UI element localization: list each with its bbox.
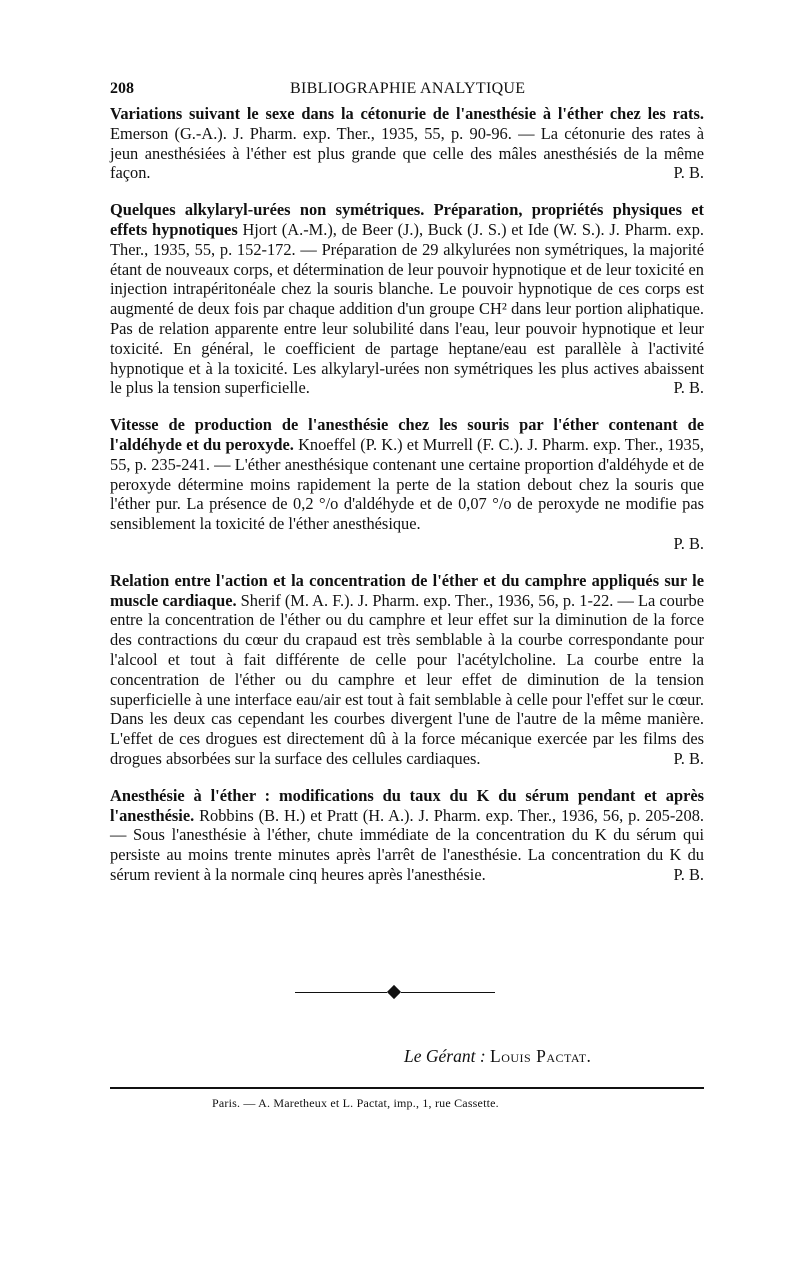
entry-body: Sherif (M. A. F.). J. Pharm. exp. Ther., 1936, 56, p. 1-22. — La courbe entre la concentration de l'éther ou du camphre et leur effet sur la diminution de la force des contractions du cœur du crapaud est très semblable à la courbe correspondante pour l'alcool et tout à fait différente de celle pour l'acétylcholine. La courbe entre la concentration de l'éther ou du camphre et leur effet de diminution de la tension superficielle à une interface eau/air est tout à fait semblable à celle pour l'effet sur le cœur. Dans les deux cas cependant les courbes divergent l'une de l'autre de la même manière. L'effet de ces drogues est directement dû à la force mécanique exercée par les films des drogues absorbées sur la surface des cellules cardiaques. bbox=[110, 590, 704, 768]
entry-signature: P. B. bbox=[673, 163, 704, 183]
bibliography-entry bbox=[110, 786, 704, 885]
ornament-line-left bbox=[295, 992, 387, 993]
running-header bbox=[110, 80, 704, 104]
entry-signature: P. B. bbox=[673, 378, 704, 398]
entry-title: Vitesse de production de l'anesthésie chez les souris par l'éther contenant de l'aldéhyde et du peroxyde. bbox=[110, 415, 704, 454]
footer-rule bbox=[110, 1087, 704, 1089]
running-title: BIBLIOGRAPHIE ANALYTIQUE bbox=[290, 80, 526, 97]
entry-signature: P. B. bbox=[673, 748, 704, 768]
entry-signature: P. B. bbox=[673, 864, 704, 884]
entry-body: Robbins (B. H.) et Pratt (H. A.). J. Pharm. exp. Ther., 1936, 56, p. 205-208. — Sous l'anesthésie à l'éther, chute immédiate de la concentration du K du sérum qui persiste au moins trente minutes après l'arrêt de l'anesthésie. La concentration du K du sérum revient à la normale cinq heures après l'anesthésie. bbox=[110, 805, 704, 884]
gerant-name: Louis Pactat. bbox=[490, 1046, 592, 1066]
entry-body: Hjort (A.-M.), de Beer (J.), Buck (J. S.) et Ide (W. S.). J. Pharm. exp. Ther., 1935, 55, p. 152-172. — Préparation de 29 alkylurées non symétriques, la majorité étant de nouveaux corps, et détermination de leur pouvoir hypnotique et de leur toxicité en injection intrapéritonéale chez la souris blanche. Le pouvoir hypnotique de ces corps est augmenté de deux fois par chaque addition d'un groupe CH² dans leur portion aliphatique. Pas de relation apparente entre leur solubilité dans l'eau, leur pouvoir hypnotique et leur toxicité. En général, le coefficient de partage heptane/eau est parallèle à l'activité hypnotique et à la toxicité. Les alkylaryl-urées non symétriques les plus actives abaissent le plus la tension superficielle. bbox=[110, 219, 704, 398]
gerant-label: Le Gérant : bbox=[404, 1046, 486, 1066]
page-body bbox=[110, 80, 704, 902]
page-number: 208 bbox=[110, 80, 134, 97]
printer-imprint: Paris. — A. Maretheux et L. Pactat, imp., 1, rue Cassette. bbox=[212, 1096, 499, 1110]
entry-title: Variations suivant le sexe dans la cétonurie de l'anesthésie à l'éther chez les rats. bbox=[110, 104, 704, 123]
bibliography-entry bbox=[110, 415, 704, 554]
entry-title: Quelques alkylaryl-urées non symétriques. Préparation, propriétés physiques et effets hypnotiques bbox=[110, 200, 704, 239]
gerant-signature bbox=[404, 1046, 591, 1067]
entry-body: Emerson (G.-A.). J. Pharm. exp. Ther., 1935, 55, p. 90-96. — La cétonurie des rates à jeun anesthésiées à l'éther est plus grande que celle des mâles anesthésiés de la même façon. bbox=[110, 123, 704, 183]
bibliography-entry bbox=[110, 571, 704, 769]
bibliography-entry bbox=[110, 104, 704, 183]
bibliography-entry bbox=[110, 200, 704, 398]
section-ornament bbox=[295, 987, 495, 999]
diamond-icon bbox=[387, 985, 401, 999]
ornament-line-right bbox=[401, 992, 495, 993]
entry-signature: P. B. bbox=[673, 533, 704, 553]
entry-body: Knoeffel (P. K.) et Murrell (F. C.). J. Pharm. exp. Ther., 1935, 55, p. 235-241. — L'éther anesthésique contenant une certaine proportion d'aldéhyde et de peroxyde détermine moins rapidement la perte de la station debout chez la souris que l'éther pur. La présence de 0,2 °/o d'aldéhyde et de 0,07 °/o de peroxyde ne modifie pas sensiblement la toxicité de l'éther anesthésique. bbox=[110, 434, 704, 534]
entry-title: Anesthésie à l'éther : modifications du taux du K du sérum pendant et après l'anesthésie. bbox=[110, 785, 704, 825]
entry-title: Relation entre l'action et la concentration de l'éther et du camphre appliqués sur le muscle cardiaque. bbox=[110, 570, 704, 610]
